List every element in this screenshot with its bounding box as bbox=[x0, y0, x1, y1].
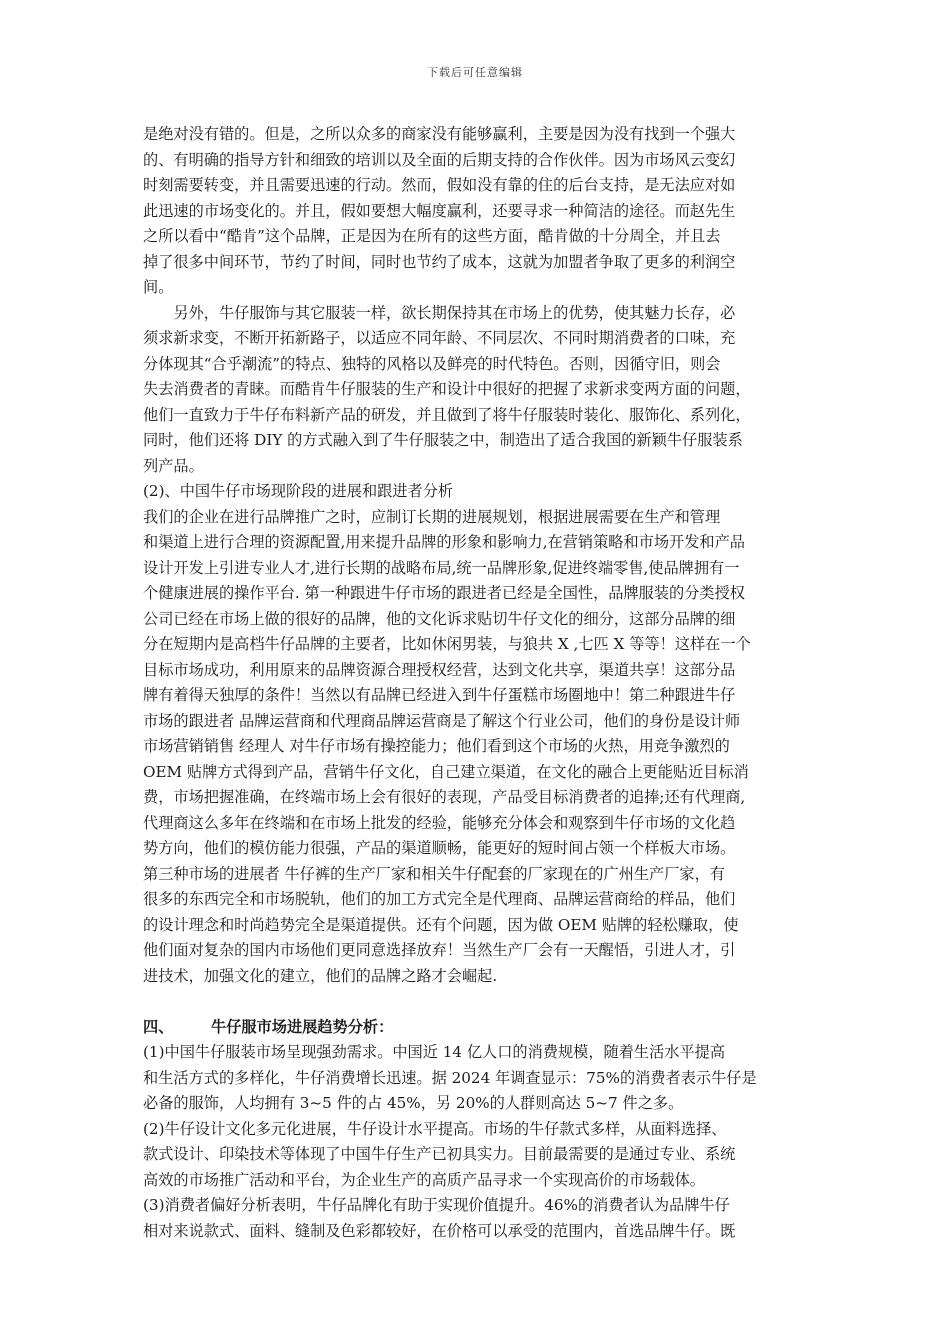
text-line: 和生活方式的多样化，牛仔消费增长迅速。据 2024 年调查显示：75%的消费者表示牛仔是 bbox=[143, 1068, 757, 1087]
text-line: (1)中国牛仔服装市场呈现强劲需求。中国近 14 亿人口的消费规模，随着生活水平提高 bbox=[143, 1043, 726, 1061]
text-line: OEM 贴牌方式得到产品，营销牛仔文化，自己建立渠道，在文化的融合上更能贴近目标消 bbox=[143, 762, 749, 781]
section-heading-number: 四、 bbox=[143, 1017, 174, 1036]
section-market-followers bbox=[143, 479, 811, 862]
text-line: 分体现其“合乎潮流”的特点、独特的风格以及鲜亮的时代特色。否则，因循守旧，则会 bbox=[143, 354, 721, 373]
text-line: 势方向，他们的模仿能力很强，产品的渠道顺畅，能更好的短时间占领一个样板大市场。 bbox=[143, 839, 736, 857]
text-line: 掉了很多中间环节，节约了时间，同时也节约了成本，这就为加盟者争取了更多的利润空 bbox=[143, 252, 736, 271]
paragraph-franchise-support bbox=[143, 122, 811, 301]
text-line: 我们的企业在进行品牌推广之时，应制订长期的进展规划，根据进展需要在生产和管理 bbox=[143, 507, 721, 526]
text-line: 个健康进展的操作平台. 第一种跟进牛仔市场的跟进者已经是全国性，品牌服装的分类授权 bbox=[143, 584, 745, 602]
text-line: 进技术，加强文化的建立，他们的品牌之路才会崛起. bbox=[143, 966, 498, 985]
text-line: 高效的市场推广活动和平台，为企业生产的高质产品寻求一个实现高价的市场载体。 bbox=[143, 1170, 705, 1189]
text-line: 的、有明确的指导方针和细致的培训以及全面的后期支持的合作伙伴。因为市场风云变幻 bbox=[143, 150, 736, 169]
text-line: (3)消费者偏好分析表明，牛仔品牌化有助于实现价值提升。46%的消费者认为品牌牛仔 bbox=[143, 1196, 730, 1214]
text-line: 时刻需要转变，并且需要迅速的行动。然而，假如没有靠的住的后台支持，是无法应对如 bbox=[143, 176, 736, 194]
text-line: 费，市场把握准确，在终端市场上会有很好的表现，产品受目标消费者的追捧;还有代理商, bbox=[143, 788, 746, 806]
text-line: 必备的服饰，人均拥有 3~5 件的占 45%，另 20%的人群则高达 5~7 件之多。 bbox=[143, 1094, 684, 1112]
section-title: (2)、中国牛仔市场现阶段的进展和跟进者分析 bbox=[143, 482, 454, 500]
text-line: 很多的东西完全和市场脱轨，他们的加工方式完全是代理商、品牌运营商给的样品，他们 bbox=[143, 890, 736, 908]
text-line: 须求新求变，不断开拓新路子，以适应不同年龄、不同层次、不同时期消费者的口味，充 bbox=[143, 329, 736, 347]
text-line: 代理商这么多年在终端和在市场上批发的经验，能够充分体会和观察到牛仔市场的文化趋 bbox=[143, 813, 736, 832]
text-line: 列产品。 bbox=[143, 456, 204, 475]
page-header: 下载后可任意编辑 bbox=[427, 66, 523, 79]
text-line: 此迅速的市场变化的。并且，假如要想大幅度赢利，还要寻求一种简洁的途径。而赵先生 bbox=[143, 201, 736, 220]
text-line: 市场营销销售 经理人 对牛仔市场有操控能力；他们看到这个市场的火热，用竞争激烈的 bbox=[143, 737, 730, 755]
text-line: 的设计理念和时尚趋势完全是渠道提供。还有个问题，因为做 OEM 贴牌的轻松赚取，使 bbox=[143, 915, 739, 934]
text-line: 设计开发上引进专业人才,进行长期的战略布局,统一品牌形象,促进终端零售,使品牌拥有一 bbox=[143, 558, 740, 577]
section-trend-analysis bbox=[143, 1015, 811, 1245]
text-line: 市场的跟进者 品牌运营商和代理商品牌运营商是了解这个行业公司，他们的身份是设计师 bbox=[143, 711, 741, 730]
section-heading-text: 牛仔服市场进展趋势分析： bbox=[211, 1017, 394, 1036]
text-line: 牌有着得天独厚的条件！当然以有品牌已经进入到牛仔蛋糕市场圈地中！第二种跟进牛仔 bbox=[143, 686, 736, 704]
text-line: 和渠道上进行合理的资源配置,用来提升品牌的形象和影响力,在营销策略和市场开发和产品 bbox=[143, 533, 745, 551]
text-line: 另外，牛仔服饰与其它服装一样，欲长期保持其在市场上的优势，使其魅力长存，必 bbox=[143, 303, 736, 322]
text-line: 是绝对没有错的。但是，之所以众多的商家没有能够赢利，主要是因为没有找到一个强大 bbox=[143, 125, 736, 143]
paragraph-third-follower bbox=[143, 862, 811, 990]
blank-line bbox=[143, 989, 811, 1015]
text-line: 相对来说款式、面料、缝制及色彩都较好，在价格可以承受的范围内，首选品牌牛仔。既 bbox=[143, 1221, 736, 1240]
text-line: 第三种市场的进展者 牛仔裤的生产厂家和相关牛仔配套的厂家现在的广州生产厂家，有 bbox=[143, 864, 725, 883]
text-line: 分在短期内是高档牛仔品牌的主要者，比如休闲男装，与狼共 X ,七匹 X 等等！这样在一个 bbox=[143, 635, 751, 653]
document-body bbox=[143, 122, 811, 1244]
paragraph-innovation bbox=[143, 301, 811, 480]
text-line: 之所以看中“酷肯”这个品牌，正是因为在所有的这些方面，酷肯做的十分周全，并且去 bbox=[143, 227, 721, 245]
text-line: 间。 bbox=[143, 278, 174, 296]
text-line: 公司已经在市场上做的很好的品牌，他的文化诉求贴切牛仔文化的细分，这部分品牌的细 bbox=[143, 609, 736, 628]
section-heading bbox=[143, 1015, 811, 1041]
text-line: 他们面对复杂的国内市场他们更同意选择放弃！当然生产厂会有一天醒悟，引进人才，引 bbox=[143, 941, 736, 959]
text-line: 目标市场成功，利用原来的品牌资源合理授权经营，达到文化共享，渠道共享！这部分品 bbox=[143, 660, 736, 679]
text-line: 款式设计、印染技术等体现了中国牛仔生产已初具实力。目前最需要的是通过专业、系统 bbox=[143, 1145, 736, 1163]
text-line: 他们一直致力于牛仔布料新产品的研发，并且做到了将牛仔服装时装化、服饰化、系列化， bbox=[143, 405, 751, 424]
text-line: 同时，他们还将 DIY 的方式融入到了牛仔服装之中，制造出了适合我国的新颖牛仔服装系 bbox=[143, 431, 743, 449]
text-line: (2)牛仔设计文化多元化进展，牛仔设计水平提高。市场的牛仔款式多样，从面料选择、 bbox=[143, 1119, 727, 1138]
text-line: 失去消费者的青睐。而酷肯牛仔服装的生产和设计中很好的把握了求新求变两方面的问题， bbox=[143, 380, 751, 398]
